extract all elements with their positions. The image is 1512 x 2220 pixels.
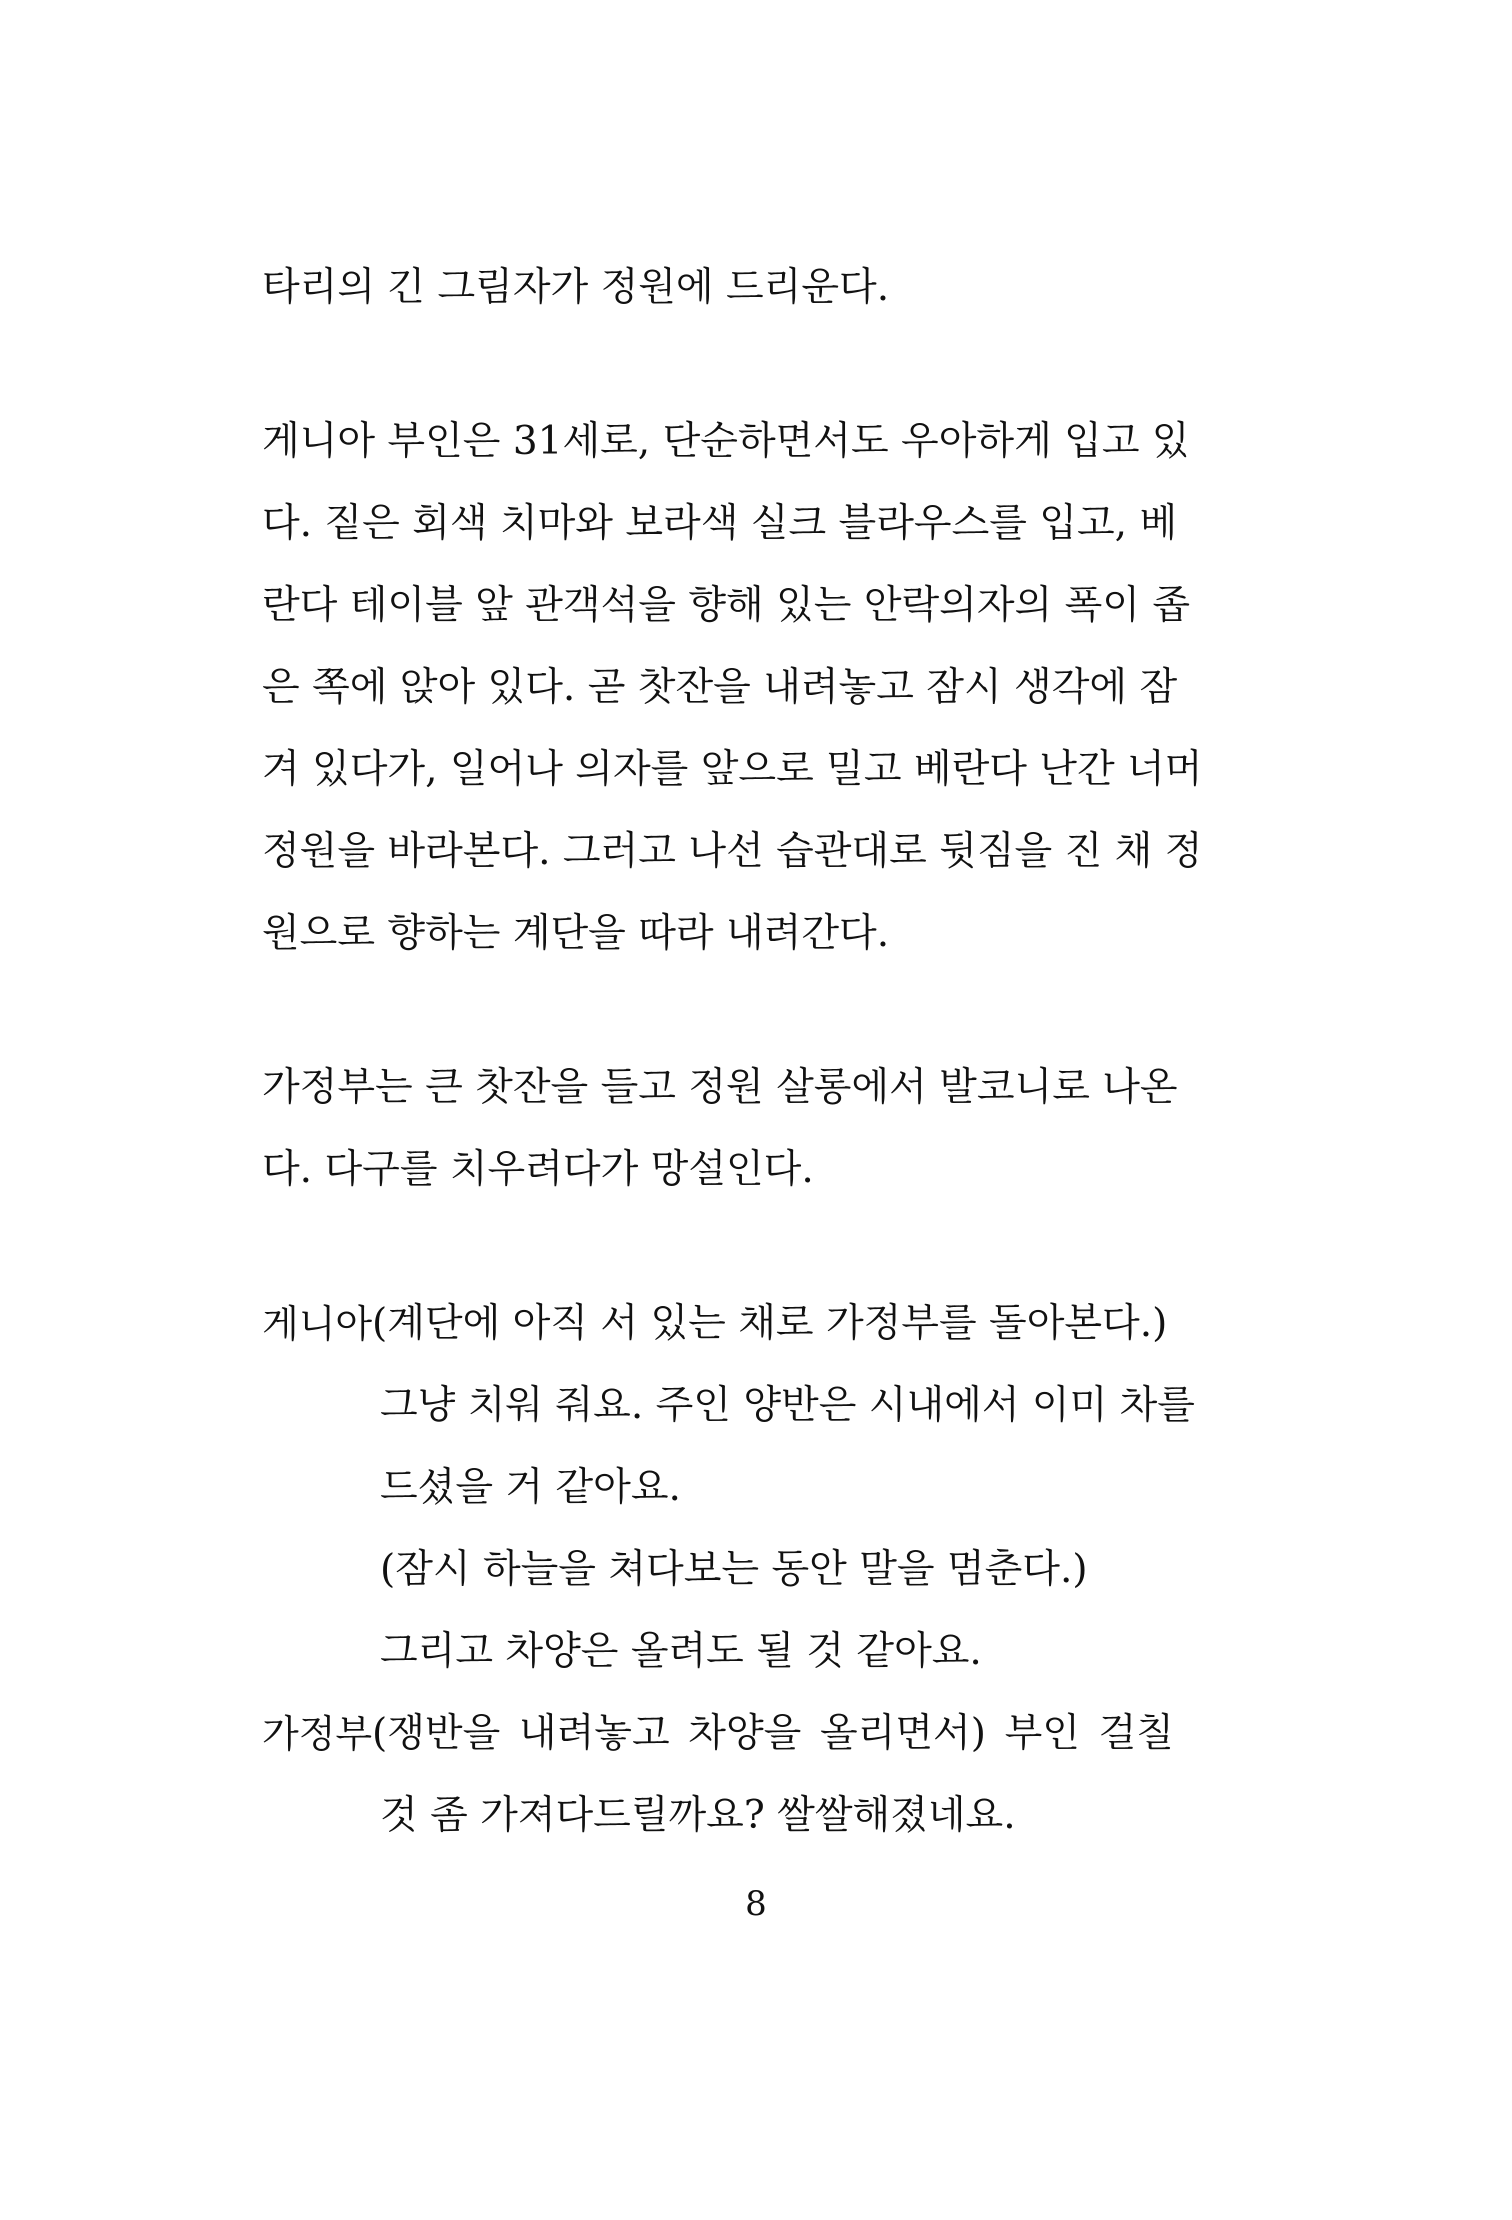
paragraph-2-line-6: 정원을 바라본다. 그러고 나선 습관대로 뒷짐을 진 채 정 [262, 829, 1203, 874]
dialogue-2-stage-direction: (쟁반을 내려놓고 차양을 올리면서) 부인 걸칠 [372, 1711, 1174, 1756]
paragraph-2-line-4: 은 쪽에 앉아 있다. 곧 찻잔을 내려놓고 잠시 생각에 잠 [262, 665, 1178, 710]
paragraph-2-line-7: 원으로 향하는 계단을 따라 내려간다. [262, 911, 890, 956]
paragraph-3-line-1: 가정부는 큰 찻잔을 들고 정원 살롱에서 발코니로 나온 [262, 1065, 1178, 1110]
paragraph-3-line-2: 다. 다구를 치우려다가 망설인다. [262, 1147, 814, 1192]
paragraph-2-line-1: 게니아 부인은 31세로, 단순하면서도 우아하게 입고 있 [262, 419, 1190, 464]
dialogue-2-line-1: 것 좀 가져다드릴까요? 쌀쌀해졌네요. [380, 1793, 1016, 1838]
dialogue-1-line-4: 그리고 차양은 올려도 될 것 같아요. [380, 1629, 982, 1674]
dialogue-1-line-1: 그냥 치워 줘요. 주인 양반은 시내에서 이미 차를 [380, 1383, 1195, 1428]
paragraph-2-line-5: 겨 있다가, 일어나 의자를 앞으로 밀고 베란다 난간 너머 [262, 747, 1203, 792]
dialogue-1-line-3: (잠시 하늘을 쳐다보는 동안 말을 멈춘다.) [380, 1547, 1088, 1592]
paragraph-2-line-2: 다. 짙은 회색 치마와 보라색 실크 블라우스를 입고, 베 [262, 501, 1178, 546]
dialogue-1-stage-direction: (계단에 아직 서 있는 채로 가정부를 돌아본다.) [372, 1301, 1168, 1346]
page-number: 8 [745, 1884, 767, 1924]
speaker-name-housekeeper: 가정부 [262, 1712, 373, 1756]
paragraph-2-line-3: 란다 테이블 앞 관객석을 향해 있는 안락의자의 폭이 좁 [262, 583, 1191, 628]
dialogue-1-line-2: 드셨을 거 같아요. [380, 1465, 681, 1510]
speaker-name-genia: 게니아 [262, 1302, 373, 1346]
paragraph-1-line-1: 타리의 긴 그림자가 정원에 드리운다. [262, 265, 890, 310]
